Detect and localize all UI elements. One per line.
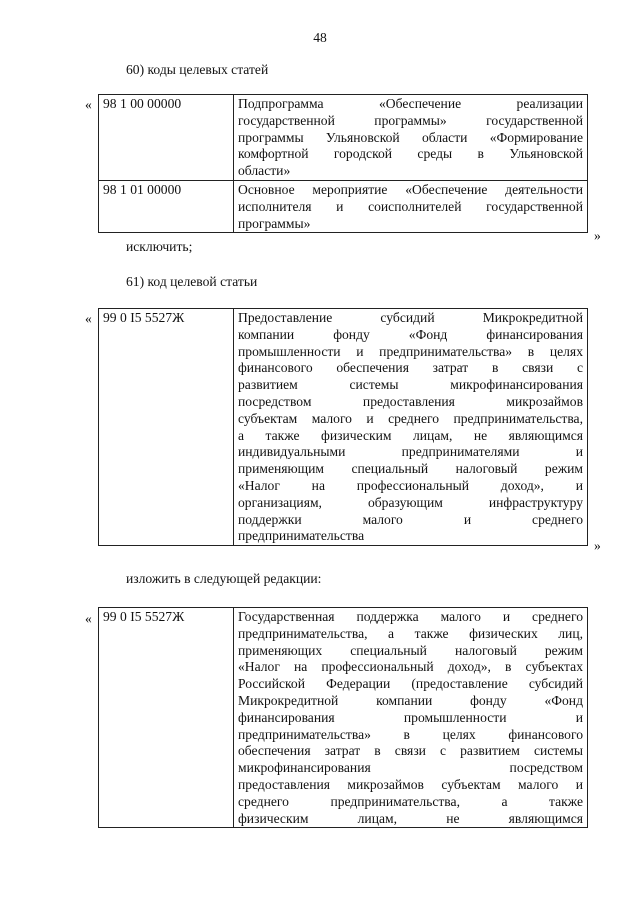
close-quote: » <box>594 228 601 243</box>
open-quote: « <box>85 97 92 112</box>
table-row <box>99 95 588 181</box>
item-61-table <box>98 308 588 546</box>
close-quote: » <box>594 538 601 553</box>
item-60-heading: 60) коды целевых статей <box>126 62 269 77</box>
code-cell: 98 1 01 00000 <box>99 180 234 232</box>
table-row <box>99 180 588 232</box>
item-60-action: исключить; <box>126 239 193 254</box>
open-quote: « <box>85 611 92 626</box>
item-61-heading: 61) код целевой статьи <box>126 274 258 289</box>
code-cell: 98 1 00 00000 <box>99 95 234 181</box>
code-cell: 99 0 I5 5527Ж <box>99 309 234 546</box>
description-cell: Подпрограмма «Обеспечение реализации государственной программы» государственной программы Ульяновской области «Формирование комфортной городской среды в Ульяновской области» <box>234 95 588 181</box>
new-version-table <box>98 607 588 828</box>
code-cell: 99 0 I5 5527Ж <box>99 608 234 828</box>
open-quote: « <box>85 311 92 326</box>
table-row <box>99 309 588 546</box>
description-cell: Предоставление субсидий Микрокредитной компании фонду «Фонд финансирования промышленности и предпринимательства» в целях финансового обеспечения затрат в связи с развитием системы микрофинансирования посредством предоставления микрозаймов субъектам малого и среднего предпринимательства, а также физическим лицам, не являющимся индивидуальными предпринимателями и применяющим специальный налоговый режим «Налог на профессиональный доход», и организациям, образующим инфраструктуру поддержки малого и среднего предпринимательства <box>234 309 588 546</box>
page-number: 48 <box>313 30 327 45</box>
description-cell: Государственная поддержка малого и среднего предпринимательства, а также физических лиц, применяющих специальный налоговый режим «Налог на профессиональный доход», в субъектах Российской Федерации (предоставление субсидий Микрокредитной компании фонду «Фонд финансирования промышленности и предпринимательства» в целях финансового обеспечения затрат в связи с развитием системы микрофинансирования посредством предоставления микрозаймов субъектам малого и среднего предпринимательства, а также физическим лицам, не являющимся <box>234 608 588 828</box>
description-cell: Основное мероприятие «Обеспечение деятельности исполнителя и соисполнителей государственной программы» <box>234 180 588 232</box>
item-60-table <box>98 94 588 233</box>
item-61-action: изложить в следующей редакции: <box>126 571 322 586</box>
table-row <box>99 608 588 828</box>
